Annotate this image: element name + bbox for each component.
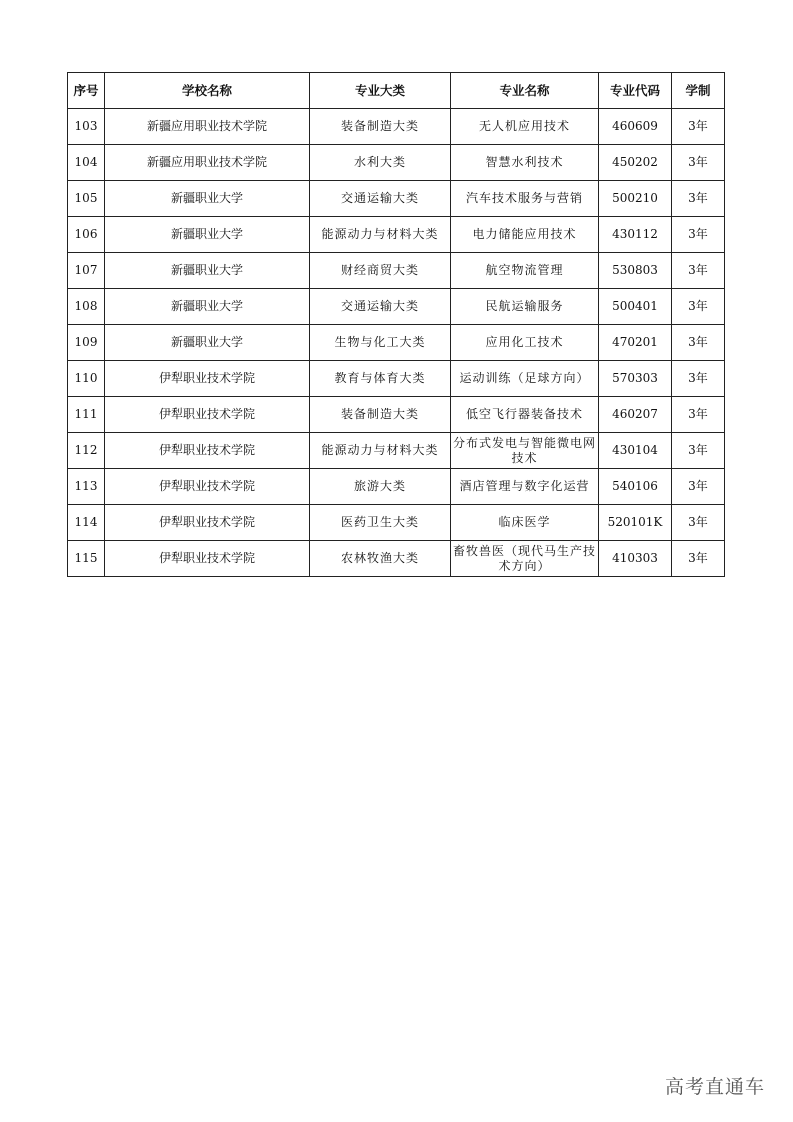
- row-no: 114: [68, 505, 105, 541]
- row-school: 伊犁职业技术学院: [105, 397, 310, 433]
- row-school: 新疆职业大学: [105, 217, 310, 253]
- row-duration: 3年: [672, 145, 725, 181]
- row-code: 460609: [599, 109, 672, 145]
- header-row: [68, 73, 725, 109]
- row-duration: 3年: [672, 361, 725, 397]
- row-category: 交通运输大类: [310, 289, 451, 325]
- row-duration: 3年: [672, 325, 725, 361]
- row-category: 农林牧渔大类: [310, 541, 451, 577]
- row-school: 新疆职业大学: [105, 181, 310, 217]
- row-category: 旅游大类: [310, 469, 451, 505]
- row-major: 低空飞行器装备技术: [451, 397, 599, 433]
- row-code: 540106: [599, 469, 672, 505]
- header-category: 专业大类: [310, 73, 451, 109]
- row-major: 航空物流管理: [451, 253, 599, 289]
- row-no: 115: [68, 541, 105, 577]
- row-category: 装备制造大类: [310, 397, 451, 433]
- table-row: [68, 289, 725, 325]
- row-major: 无人机应用技术: [451, 109, 599, 145]
- table-row: [68, 217, 725, 253]
- table-row: [68, 253, 725, 289]
- row-major: 应用化工技术: [451, 325, 599, 361]
- row-code: 530803: [599, 253, 672, 289]
- row-school: 新疆职业大学: [105, 253, 310, 289]
- table-row: [68, 181, 725, 217]
- row-no: 108: [68, 289, 105, 325]
- row-duration: 3年: [672, 217, 725, 253]
- table-row: [68, 505, 725, 541]
- row-school: 新疆职业大学: [105, 289, 310, 325]
- row-major: 临床医学: [451, 505, 599, 541]
- row-major: 畜牧兽医（现代马生产技术方向）: [451, 541, 599, 577]
- row-code: 470201: [599, 325, 672, 361]
- row-school: 新疆应用职业技术学院: [105, 109, 310, 145]
- row-duration: 3年: [672, 397, 725, 433]
- header-duration: 学制: [672, 73, 725, 109]
- header-school: 学校名称: [105, 73, 310, 109]
- row-code: 570303: [599, 361, 672, 397]
- row-no: 113: [68, 469, 105, 505]
- row-school: 伊犁职业技术学院: [105, 505, 310, 541]
- row-code: 460207: [599, 397, 672, 433]
- table-row: [68, 145, 725, 181]
- row-major: 运动训练（足球方向）: [451, 361, 599, 397]
- row-major: 电力储能应用技术: [451, 217, 599, 253]
- row-no: 109: [68, 325, 105, 361]
- row-code: 520101K: [599, 505, 672, 541]
- table-row: [68, 325, 725, 361]
- row-no: 104: [68, 145, 105, 181]
- row-code: 430104: [599, 433, 672, 469]
- row-duration: 3年: [672, 469, 725, 505]
- row-school: 伊犁职业技术学院: [105, 541, 310, 577]
- table-row: [68, 109, 725, 145]
- row-code: 450202: [599, 145, 672, 181]
- row-code: 500401: [599, 289, 672, 325]
- row-major: 酒店管理与数字化运营: [451, 469, 599, 505]
- watermark-text: 高考直通车: [664, 1076, 765, 1098]
- row-category: 财经商贸大类: [310, 253, 451, 289]
- row-school: 新疆职业大学: [105, 325, 310, 361]
- table-row: [68, 469, 725, 505]
- row-duration: 3年: [672, 253, 725, 289]
- row-category: 能源动力与材料大类: [310, 433, 451, 469]
- row-code: 500210: [599, 181, 672, 217]
- table-row: [68, 541, 725, 577]
- row-major: 智慧水利技术: [451, 145, 599, 181]
- row-duration: 3年: [672, 289, 725, 325]
- row-no: 106: [68, 217, 105, 253]
- table-row: [68, 433, 725, 469]
- row-code: 410303: [599, 541, 672, 577]
- row-category: 医药卫生大类: [310, 505, 451, 541]
- majors-table: [67, 72, 725, 577]
- row-no: 107: [68, 253, 105, 289]
- row-major: 汽车技术服务与营销: [451, 181, 599, 217]
- row-school: 伊犁职业技术学院: [105, 361, 310, 397]
- row-duration: 3年: [672, 541, 725, 577]
- row-category: 教育与体育大类: [310, 361, 451, 397]
- row-school: 伊犁职业技术学院: [105, 433, 310, 469]
- row-duration: 3年: [672, 433, 725, 469]
- row-code: 430112: [599, 217, 672, 253]
- header-major: 专业名称: [451, 73, 599, 109]
- row-major: 民航运输服务: [451, 289, 599, 325]
- table-row: [68, 397, 725, 433]
- row-no: 111: [68, 397, 105, 433]
- row-school: 新疆应用职业技术学院: [105, 145, 310, 181]
- row-major: 分布式发电与智能微电网技术: [451, 433, 599, 469]
- row-category: 生物与化工大类: [310, 325, 451, 361]
- row-no: 105: [68, 181, 105, 217]
- row-duration: 3年: [672, 109, 725, 145]
- row-category: 装备制造大类: [310, 109, 451, 145]
- row-school: 伊犁职业技术学院: [105, 469, 310, 505]
- table-row: [68, 361, 725, 397]
- row-duration: 3年: [672, 181, 725, 217]
- row-category: 交通运输大类: [310, 181, 451, 217]
- header-code: 专业代码: [599, 73, 672, 109]
- row-no: 110: [68, 361, 105, 397]
- row-category: 水利大类: [310, 145, 451, 181]
- row-duration: 3年: [672, 505, 725, 541]
- row-no: 103: [68, 109, 105, 145]
- row-no: 112: [68, 433, 105, 469]
- header-no: 序号: [68, 73, 105, 109]
- row-category: 能源动力与材料大类: [310, 217, 451, 253]
